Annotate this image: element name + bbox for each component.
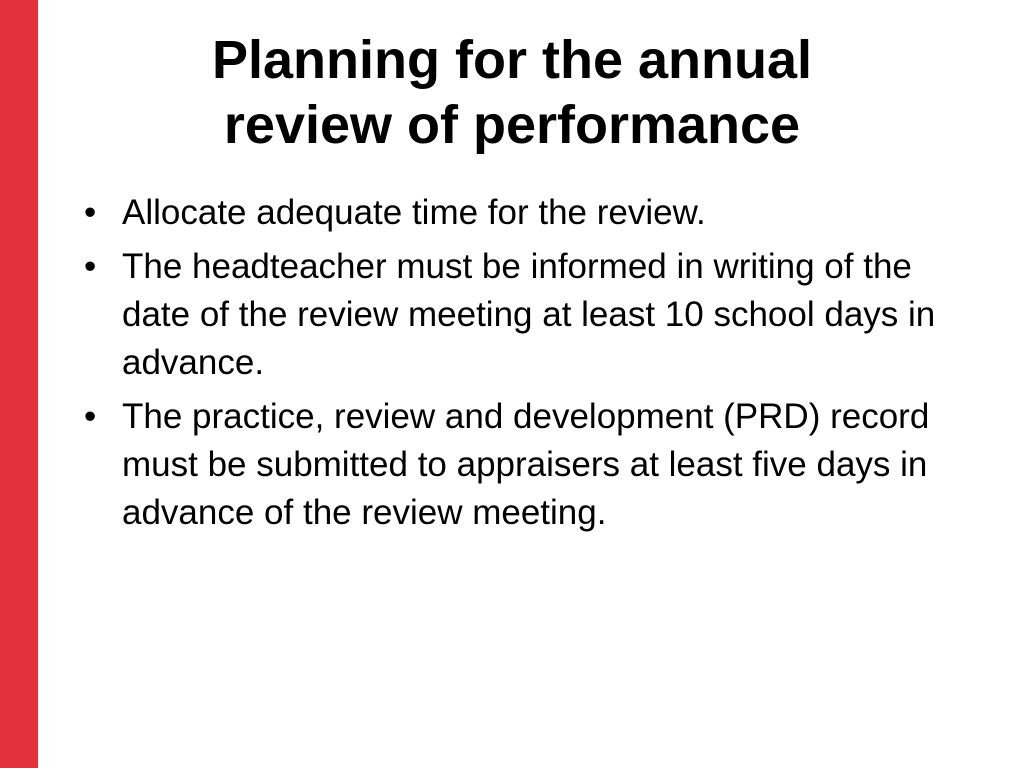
bullet-item (84, 393, 969, 537)
bullet-item (84, 243, 969, 387)
bullet-text: Allocate adequate time for the review. (122, 193, 706, 232)
bullet-dot-icon: • (84, 247, 97, 286)
bullet-text: The headteacher must be informed in writing of the date of the review meeting at least 10 school days in advance. (122, 247, 936, 382)
slide-title-line-2: review of performance (223, 95, 801, 155)
slide-title-line-1: Planning for the annual (211, 30, 812, 90)
bullet-dot-icon: • (84, 193, 97, 232)
bullet-list (84, 189, 969, 543)
accent-side-bar (0, 0, 38, 768)
bullet-item (84, 189, 969, 237)
bullet-dot-icon: • (84, 397, 97, 436)
bullet-text: The practice, review and development (PRD) record must be submitted to appraisers at least five days in advance of the review meeting. (122, 397, 930, 532)
slide-title (60, 28, 964, 158)
